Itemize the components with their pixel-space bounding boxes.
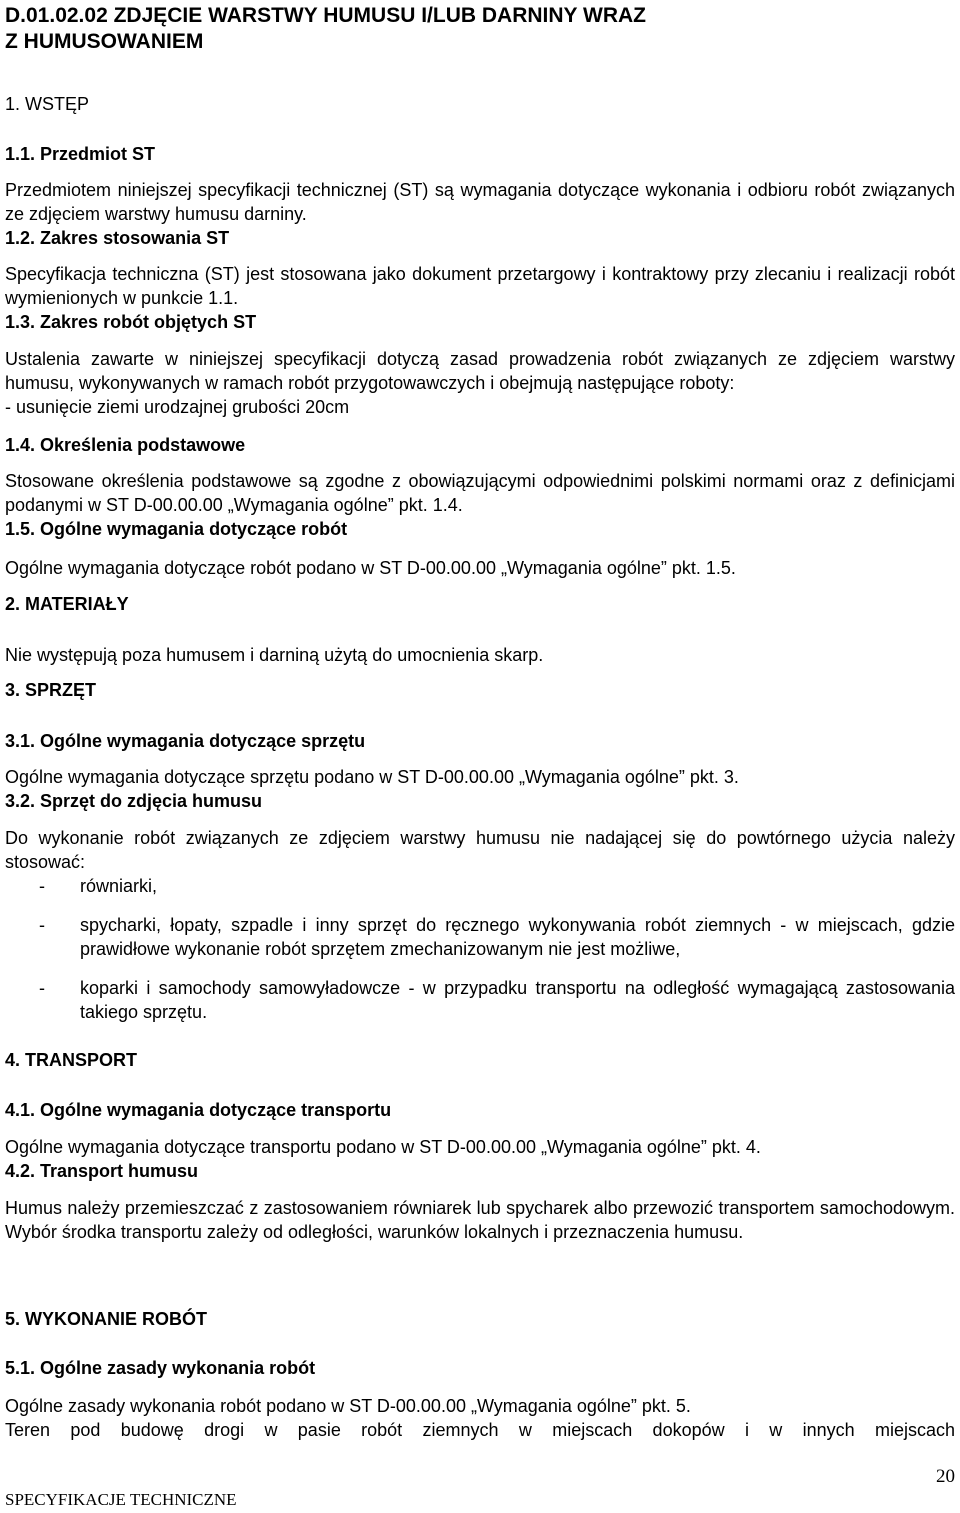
list-bullet: - bbox=[39, 876, 45, 896]
paragraph-3-1: Ogólne wymagania dotyczące sprzętu podano w ST D-00.00.00 „Wymagania ogólne” pkt. 3. bbox=[5, 767, 739, 787]
page-number: 20 bbox=[936, 1466, 955, 1487]
subsection-heading-3-2: 3.2. Sprzęt do zdjęcia humusu bbox=[5, 791, 263, 811]
list-item-text: równiarki, bbox=[80, 876, 158, 896]
paragraph-5-1-continued: Teren pod budowę drogi w pasie robót ziemnych w miejscach dokopów i w innych miejscach bbox=[5, 1420, 955, 1440]
subsection-heading-1-3: 1.3. Zakres robót objętych ST bbox=[5, 312, 257, 332]
paragraph-1-3: Ustalenia zawarte w niniejszej specyfikacji dotyczą zasad prowadzenia robót związanych ze zdjęciem warstwy humusu, wykonywanych w ramach robót przygotowawczych i obejmują następujące roboty: bbox=[5, 349, 955, 393]
document-title-line1: D.01.02.02 ZDJĘCIE WARSTWY HUMUSU I/LUB DARNINY WRAZ bbox=[5, 4, 646, 27]
paragraph-1-5: Ogólne wymagania dotyczące robót podano w ST D-00.00.00 „Wymagania ogólne” pkt. 1.5. bbox=[5, 558, 736, 578]
subsection-heading-4-2: 4.2. Transport humusu bbox=[5, 1161, 199, 1181]
subsection-heading-1-4: 1.4. Określenia podstawowe bbox=[5, 435, 246, 455]
list-bullet: - bbox=[39, 915, 45, 935]
section-heading-2: 2. MATERIAŁY bbox=[5, 594, 129, 614]
section-heading-3: 3. SPRZĘT bbox=[5, 680, 97, 700]
subsection-heading-5-1: 5.1. Ogólne zasady wykonania robót bbox=[5, 1358, 316, 1378]
subsection-heading-1-1: 1.1. Przedmiot ST bbox=[5, 144, 156, 164]
paragraph-4-2: Humus należy przemieszczać z zastosowaniem równiarek lub spycharek albo przewozić transportem samochodowym. Wybór środka transportu zależy od odległości, warunków lokalnych i przeznaczenia humusu. bbox=[5, 1198, 955, 1242]
subsection-heading-4-1: 4.1. Ogólne wymagania dotyczące transportu bbox=[5, 1100, 392, 1120]
paragraph-4-1: Ogólne wymagania dotyczące transportu podano w ST D-00.00.00 „Wymagania ogólne” pkt. 4. bbox=[5, 1137, 761, 1157]
paragraph-1-3-item: - usunięcie ziemi urodzajnej grubości 20cm bbox=[5, 397, 350, 417]
paragraph-1-4: Stosowane określenia podstawowe są zgodne z obowiązującymi odpowiednimi polskimi normami oraz z definicjami podanymi w ST D-00.00.00 „Wymagania ogólne” pkt. 1.4. bbox=[5, 471, 955, 515]
subsection-heading-1-5: 1.5. Ogólne wymagania dotyczące robót bbox=[5, 519, 348, 539]
section-heading-5: 5. WYKONANIE ROBÓT bbox=[5, 1309, 208, 1329]
list-item-text: koparki i samochody samowyładowcze - w przypadku transportu na odległość wymagającą zastosowania takiego sprzętu. bbox=[80, 978, 955, 1022]
footer-label: SPECYFIKACJE TECHNICZNE bbox=[5, 1490, 237, 1509]
section-heading-1: 1. WSTĘP bbox=[5, 94, 90, 114]
subsection-heading-3-1: 3.1. Ogólne wymagania dotyczące sprzętu bbox=[5, 731, 366, 751]
paragraph-5-1: Ogólne zasady wykonania robót podano w ST D-00.00.00 „Wymagania ogólne” pkt. 5. bbox=[5, 1396, 691, 1416]
paragraph-1-2: Specyfikacja techniczna (ST) jest stosowana jako dokument przetargowy i kontraktowy przy zlecaniu i realizacji robót wymienionych w punkcie 1.1. bbox=[5, 264, 955, 308]
subsection-heading-1-2: 1.2. Zakres stosowania ST bbox=[5, 228, 230, 248]
document-title-line2: Z HUMUSOWANIEM bbox=[5, 30, 204, 53]
paragraph-1-1: Przedmiotem niniejszej specyfikacji technicznej (ST) są wymagania dotyczące wykonania i odbioru robót związanych ze zdjęciem warstwy humusu darniny. bbox=[5, 180, 955, 224]
paragraph-3-2: Do wykonanie robót związanych ze zdjęciem warstwy humusu nie nadającej się do powtórnego użycia należy stosować: bbox=[5, 828, 955, 872]
list-bullet: - bbox=[39, 978, 45, 998]
paragraph-2: Nie występują poza humusem i darniną użytą do umocnienia skarp. bbox=[5, 645, 544, 665]
section-heading-4: 4. TRANSPORT bbox=[5, 1050, 138, 1070]
list-item-text: spycharki, łopaty, szpadle i inny sprzęt do ręcznego wykonywania robót ziemnych - w miejscach, gdzie prawidłowe wykonanie robót sprzętem zmechanizowanym nie jest możliwe, bbox=[80, 915, 955, 959]
